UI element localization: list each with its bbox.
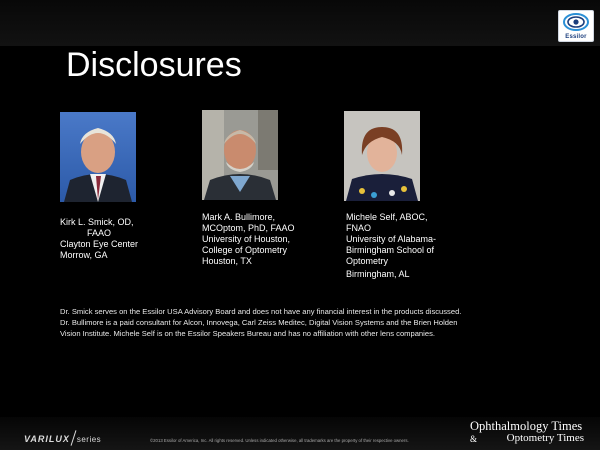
publication-name-optometry: Optometry Times <box>506 432 584 444</box>
disclosure-line: Dr. Smick serves on the Essilor USA Advisory Board and does not have any financial interest in the products discussed. <box>60 307 462 316</box>
varilux-swoosh-icon <box>70 430 76 446</box>
speaker-name: Mark A. Bullimore, <box>202 212 276 222</box>
speaker-bio-smick <box>60 217 138 261</box>
top-band <box>0 0 600 46</box>
speaker-affiliation: Birmingham School of <box>346 245 435 255</box>
disclosure-line: Dr. Bullimore is a paid consultant for Alcon, Innovega, Carl Zeiss Meditec, Digital Vision Systems and the Brien Holden <box>60 318 458 327</box>
disclosure-statement <box>60 306 530 339</box>
essilor-wordmark: Essilor <box>565 34 587 40</box>
speaker-name: Michele Self, ABOC, <box>346 212 428 222</box>
slide-title: Disclosures <box>66 46 242 84</box>
essilor-logo <box>558 10 594 42</box>
publication-logo <box>470 420 584 444</box>
speaker-location: Morrow, GA <box>60 250 108 260</box>
speaker-bio-self <box>346 212 436 280</box>
essilor-eye-logo-icon <box>559 11 593 33</box>
speaker-location: Birmingham, AL <box>346 269 410 279</box>
disclosure-line: Vision Institute. Michele Self is on the Essilor Speakers Bureau and has no affiliation with other lens companies. <box>60 329 435 338</box>
publication-name-ophthalmology: Ophthalmology Times <box>470 419 583 433</box>
varilux-series-wordmark: series <box>76 435 102 444</box>
speaker-affiliation: Optometry <box>346 256 389 266</box>
footer-copyright: ©2013 Essilor of America, Inc. All rights reserved. Unless indicated otherwise, all trademarks are the property of their respective owners. <box>150 438 409 443</box>
speaker-affiliation: College of Optometry <box>202 245 288 255</box>
speaker-name: Kirk L. Smick, OD, <box>60 217 134 227</box>
speaker-affiliation: Clayton Eye Center <box>60 239 139 249</box>
speaker-photo-smick <box>60 112 136 202</box>
speaker-location: Houston, TX <box>202 256 252 266</box>
speaker-credential: FAAO <box>87 228 112 238</box>
speaker-credential: FNAO <box>346 223 372 233</box>
speaker-affiliation: University of Alabama- <box>346 234 437 244</box>
speaker-credential: MCOptom, PhD, FAAO <box>202 223 295 233</box>
publication-ampersand: & <box>470 434 478 444</box>
speaker-photo-self <box>344 111 420 201</box>
speaker-photo-bullimore <box>202 110 278 200</box>
speaker-affiliation: University of Houston, <box>202 234 291 244</box>
varilux-wordmark: VARILUX <box>24 434 70 444</box>
speaker-bio-bullimore <box>202 212 295 267</box>
varilux-series-logo <box>24 430 101 444</box>
